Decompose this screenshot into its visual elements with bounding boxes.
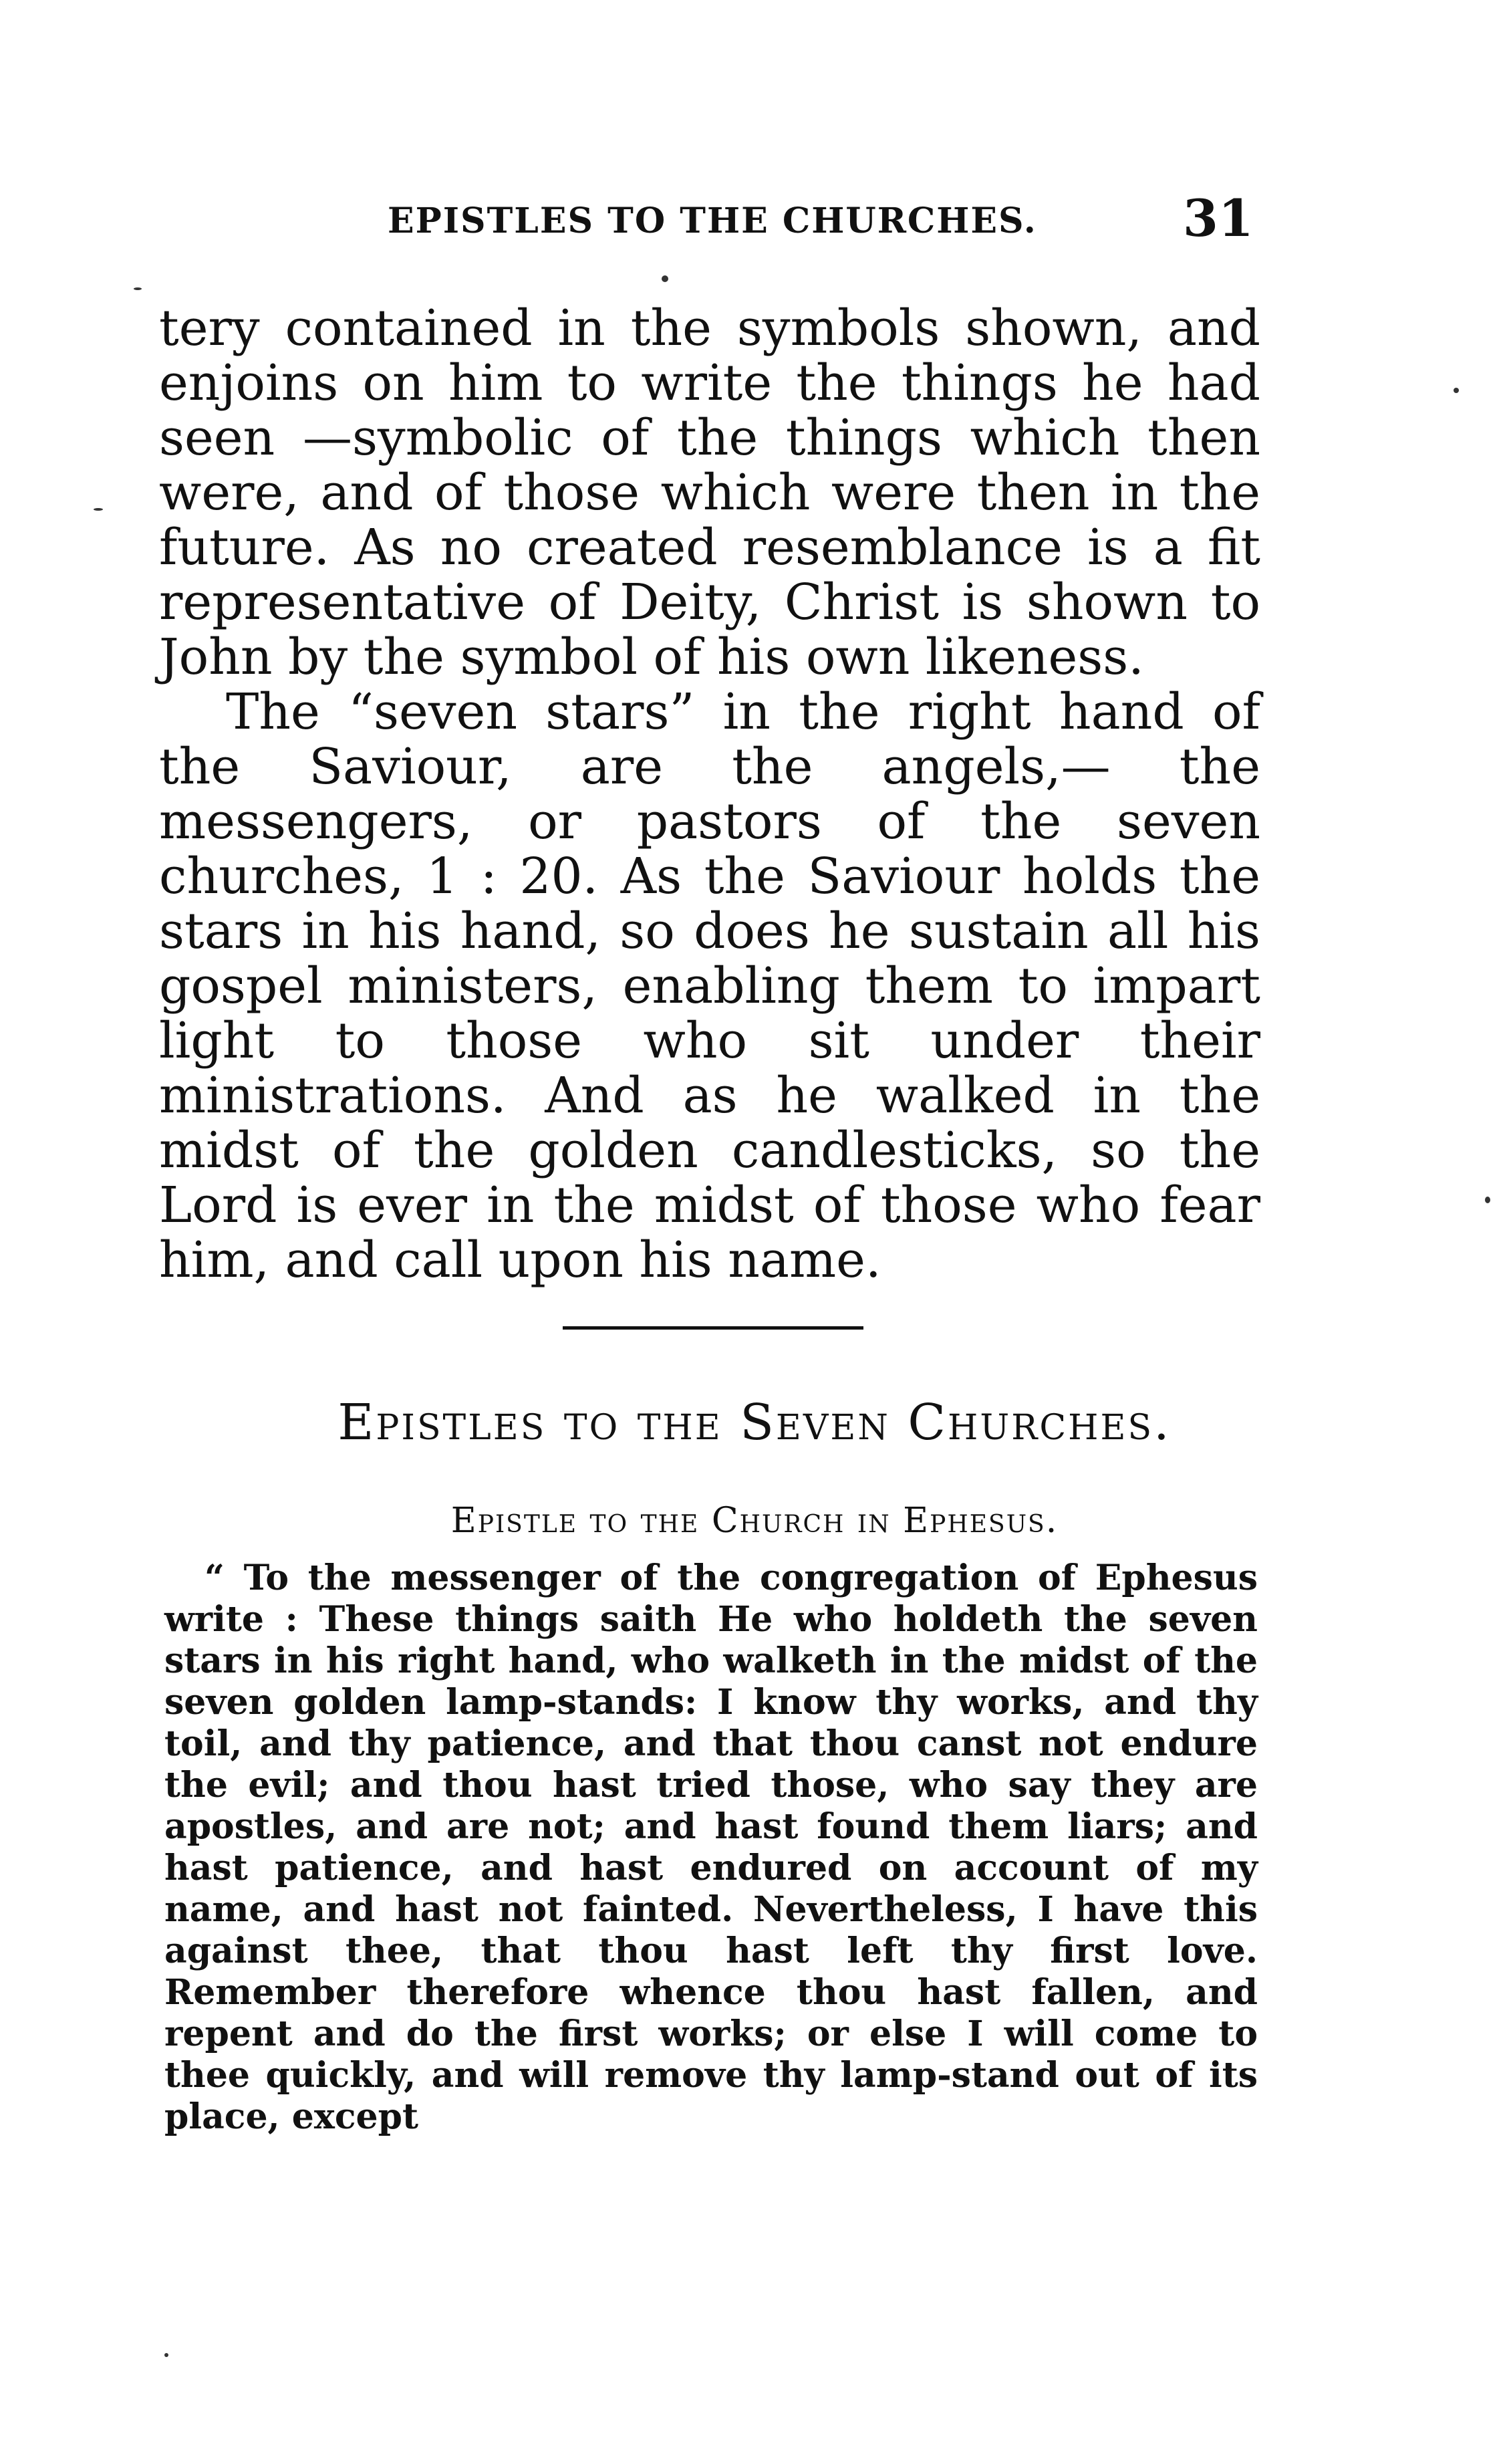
paragraph-2: The “seven stars” in the right hand of the Saviour, are the angels,— the messengers, or pastors of the seven churches, 1 : 20. As the Saviour holds the stars in his hand, so does he sustain all his gospel ministers, enabling them to impart light to those who sit under their ministrations. And as he walked in the midst of the golden candlesticks, so the Lord is ever in the midst of those who fear him, and call upon his name. [159,683,1260,1289]
running-head: EPISTLES TO THE CHURCHES. [388,201,1037,241]
body-text [159,301,1260,1287]
scan-speck [94,508,103,511]
page-number: 31 [1183,189,1254,248]
scan-speck [134,287,142,290]
scan-speck [1454,388,1459,393]
scan-speck [1485,1197,1490,1203]
paragraph-1: tery contained in the symbols shown, and enjoins on him to write the things he had seen —symbolic of the things which then were, and of those which were then in the future. As no created resemblance is a fit representative of Deity, Christ is shown to John by the symbol of his own likeness. [159,299,1260,686]
section-divider [563,1326,863,1330]
section-subtitle: Epistle to the Church in Ephesus. [450,1501,1059,1541]
scan-speck [662,275,668,282]
scan-speck [164,2353,168,2357]
section-title: Epistles to the Seven Churches. [337,1394,1172,1451]
scripture-quote: “ To the messenger of the congregation of Ephesus write : These things saith He who holdeth the seven stars in his right hand, who walketh in the midst of the seven golden lamp-stands: I know thy works, and thy toil, and thy patience, and that thou canst not endure the evil; and thou hast tried those, who say they are apostles, and are not; and hast found them liars; and hast patience, and hast endured on account of my name, and hast not fainted. Nevertheless, I have this against thee, that thou hast left thy first love. Remember therefore whence thou hast fallen, and repent and do the first works; or else I will come to thee quickly, and will remove thy lamp-stand out of its place, except [164,1558,1258,2137]
